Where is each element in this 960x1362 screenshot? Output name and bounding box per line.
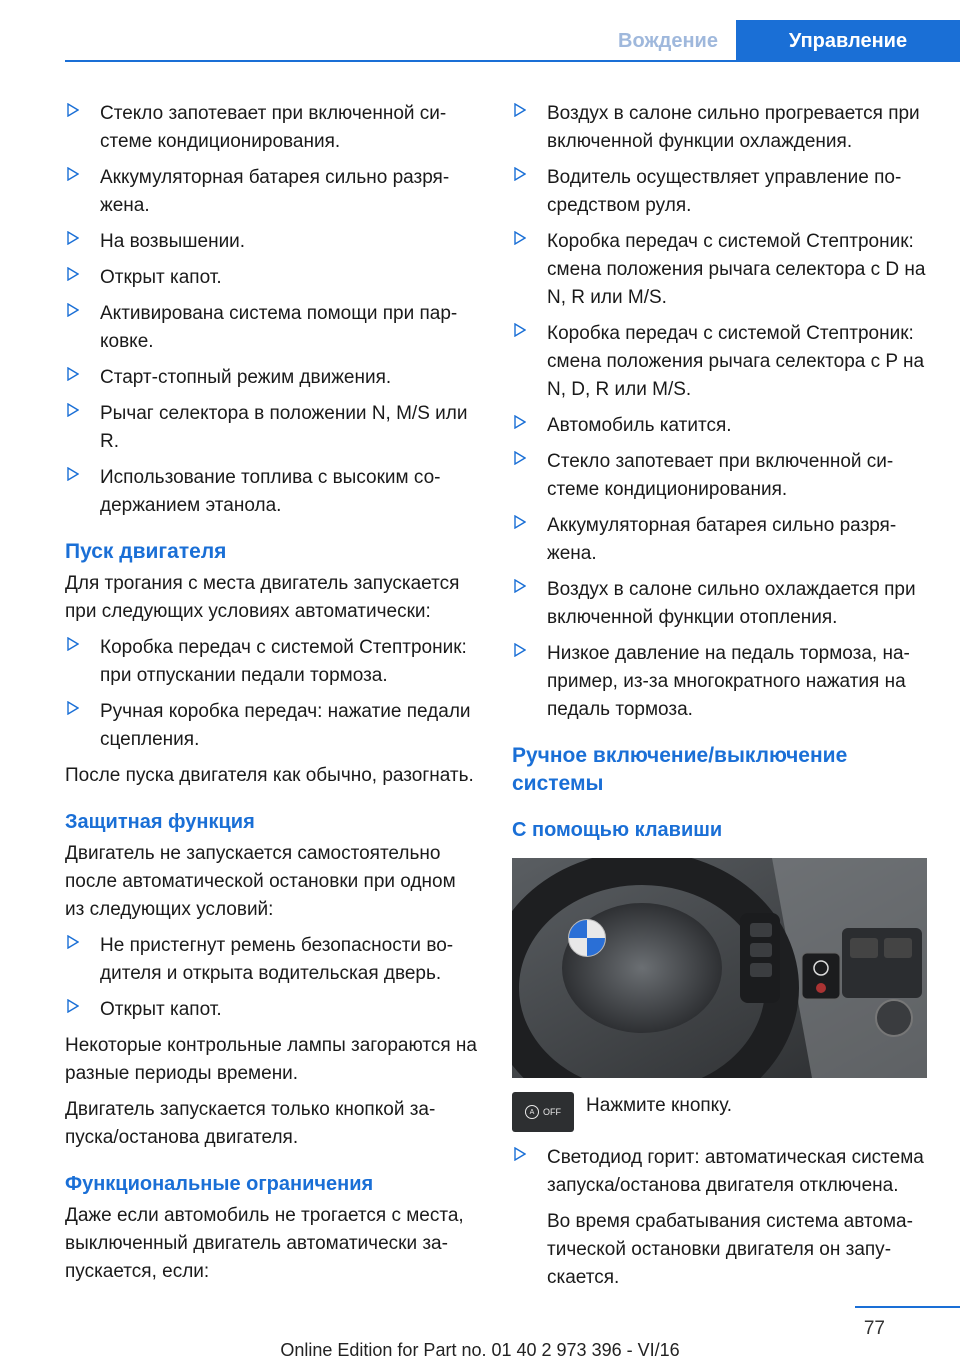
list-item-text: Ручная коробка передач: нажатие педали сцепления. (100, 701, 471, 750)
section-heading-engine-start: Пуск двигателя (65, 540, 227, 563)
list-item-text: Воздух в салоне сильно прогревается при включенной функции охлаждения. (547, 103, 920, 152)
triangle-bullet-icon (67, 637, 79, 651)
list-item (512, 164, 930, 220)
list-item (512, 448, 930, 504)
list-item-text: Светодиод горит: автоматическая система запуска/останова двигателя отключена. (547, 1147, 924, 1196)
tab-controls[interactable]: Управление (736, 20, 960, 62)
paragraph: Двигатель не запускается самостоятельно после автоматической остановки при одном из следующих условий: (65, 843, 456, 920)
triangle-bullet-icon (514, 579, 526, 593)
steering-wheel-photo (512, 858, 927, 1078)
page-number: 77 (863, 1318, 885, 1339)
triangle-bullet-icon (67, 467, 79, 481)
triangle-bullet-icon (514, 451, 526, 465)
list-item-text: Аккумуляторная батарея сильно разряжена. (547, 515, 897, 564)
list-item-text: Низкое давление на педаль тормоза, например, из-за многократного нажатия на педаль тормоза. (547, 643, 910, 720)
paragraph: Даже если автомобиль не трогается с места, выключенный двигатель автоматически запускается, если: (65, 1205, 464, 1282)
section-heading-manual-toggle: Ручное включение/выключение системы (512, 744, 848, 795)
tab-driving[interactable]: Вождение (618, 29, 718, 52)
list-item-text: Открыт капот. (100, 999, 222, 1020)
auto-start-stop-off-button[interactable] (512, 1092, 574, 1132)
list-item (65, 100, 480, 156)
list-item-text: Старт-стопный режим движения. (100, 367, 392, 388)
list-item-text: Воздух в салоне сильно охлаждается при включенной функции отопления. (547, 579, 916, 628)
triangle-bullet-icon (67, 167, 79, 181)
list-item (65, 164, 480, 220)
edition-footer: Online Edition for Part no. 01 40 2 973 396 - VI/16 (280, 1340, 680, 1360)
list-item-text: Стекло запотевает при включенной системе кондиционирования. (100, 103, 447, 152)
list-item (65, 996, 480, 1024)
list-item (512, 576, 930, 632)
button-instruction (512, 1092, 930, 1132)
list-item (512, 1144, 930, 1292)
footer-rule (855, 1306, 960, 1308)
list-item (512, 640, 930, 724)
list-item (65, 264, 480, 292)
list-item (65, 400, 480, 456)
list-item (512, 100, 930, 156)
auto-start-stop-icon: A (525, 1105, 539, 1119)
list-item-text: Не пристегнут ремень безопасности водителя и открыта водительская дверь. (100, 935, 454, 984)
list-item-text: Открыт капот. (100, 267, 222, 288)
button-instruction-text: Нажмите кнопку. (586, 1095, 733, 1116)
list-item (65, 932, 480, 988)
list-item-text: Активирована система помощи при парковке. (100, 303, 458, 352)
header-rule (65, 60, 960, 62)
list-item-text: Водитель осуществляет управление посредством руля. (547, 167, 902, 216)
triangle-bullet-icon (67, 267, 79, 281)
triangle-bullet-icon (514, 103, 526, 117)
list-item-text: Аккумуляторная батарея сильно разряжена. (100, 167, 450, 216)
list-item-text: Рычаг селектора в положении N, M/S или R. (100, 403, 468, 452)
list-item (65, 698, 480, 754)
list-item (65, 364, 480, 392)
triangle-bullet-icon (67, 935, 79, 949)
list-item (65, 634, 480, 690)
list-item (65, 228, 480, 256)
list-item-text: Коробка передач с системой Стептроник: смена положения рычага селектора с D на N, R или M/S. (547, 231, 926, 308)
section-heading-protection: Защитная функция (65, 811, 255, 833)
list-item (65, 300, 480, 356)
left-column (65, 100, 480, 1294)
triangle-bullet-icon (514, 643, 526, 657)
paragraph: Двигатель запускается только кнопкой запуска/останова двигателя. (65, 1099, 436, 1148)
triangle-bullet-icon (514, 1147, 526, 1161)
triangle-bullet-icon (514, 323, 526, 337)
list-item (512, 320, 930, 404)
conditions-list-top (65, 100, 480, 520)
paragraph: Некоторые контрольные лампы загораются на разные периоды времени. (65, 1035, 477, 1084)
button-label: OFF (543, 1107, 561, 1117)
list-item-text: Стекло запотевает при включенной системе кондиционирования. (547, 451, 894, 500)
triangle-bullet-icon (67, 701, 79, 715)
triangle-bullet-icon (514, 231, 526, 245)
paragraph: Для трогания с места двигатель запускается при следующих условиях автоматически: (65, 573, 460, 622)
triangle-bullet-icon (514, 167, 526, 181)
triangle-bullet-icon (67, 231, 79, 245)
list-item-text: Коробка передач с системой Стептроник: смена положения рычага селектора с P на N, D, R или M/S. (547, 323, 925, 400)
list-item (512, 512, 930, 568)
list-item-text: Автомобиль катится. (547, 415, 732, 436)
triangle-bullet-icon (67, 303, 79, 317)
list-item-text: Коробка передач с системой Стептроник: при отпускании педали тормоза. (100, 637, 467, 686)
triangle-bullet-icon (514, 515, 526, 529)
list-item (512, 412, 930, 440)
list-item-subtext: Во время срабатывания система автоматической остановки двигателя он запускается. (547, 1211, 913, 1288)
triangle-bullet-icon (67, 999, 79, 1013)
list-item (65, 464, 480, 520)
list-item-text: На возвышении. (100, 231, 246, 252)
triangle-bullet-icon (514, 415, 526, 429)
list-item (512, 228, 930, 312)
triangle-bullet-icon (67, 367, 79, 381)
triangle-bullet-icon (67, 403, 79, 417)
triangle-bullet-icon (67, 103, 79, 117)
section-heading-by-key: С помощью клавиши (512, 819, 723, 841)
section-heading-limits: Функциональные ограничения (65, 1173, 374, 1195)
right-column (512, 100, 930, 1300)
list-item-text: Использование топлива с высоким содержанием этанола. (100, 467, 441, 516)
paragraph: После пуска двигателя как обычно, разогнать. (65, 765, 474, 786)
